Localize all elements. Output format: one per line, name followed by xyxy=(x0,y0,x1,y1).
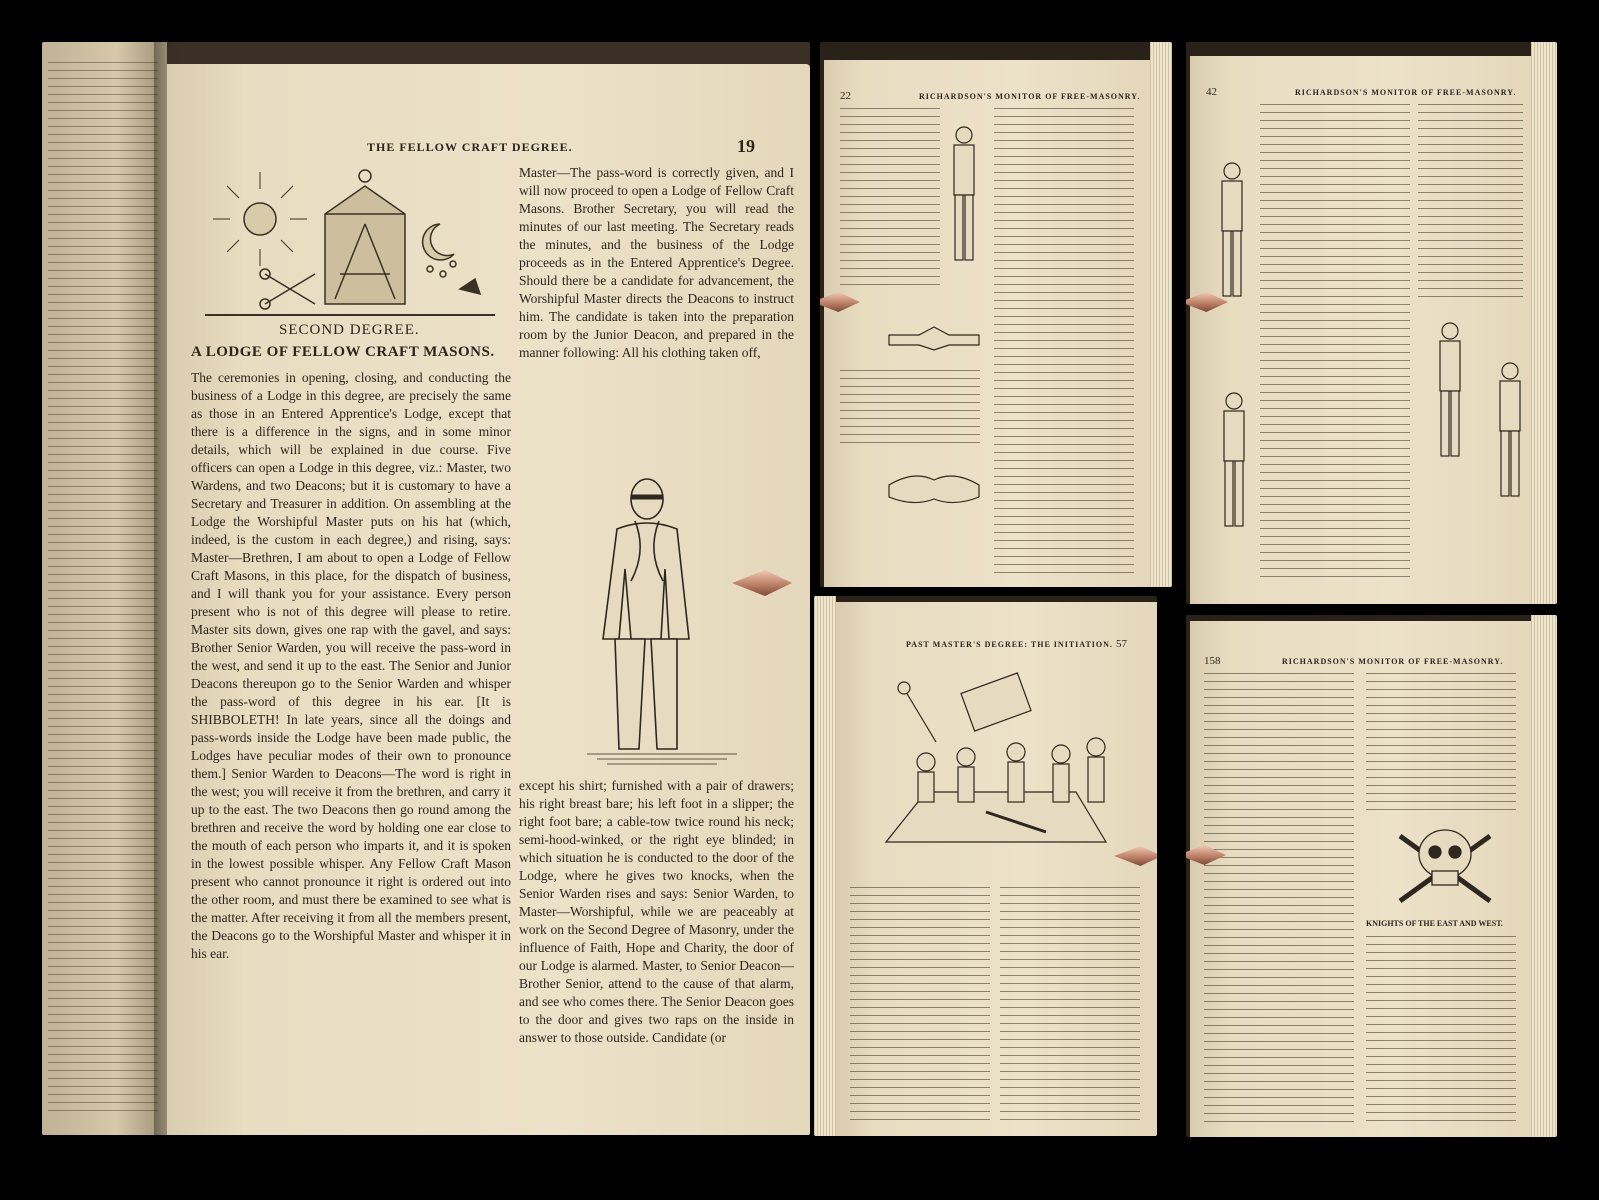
right-column-bottom-text: except his shirt; furnished with a pair of drawers; his right breast bare; his left foot in a slipper; the right foot bare; a cable-tow twice round his neck; semi-hood-winked, or the right eye blinded; in which situation he is conducted to the door of the Lodge, where he gives two knocks, when the Senior Warden rises and says: Senior Warden, to Master—Worshipful, while we are peaceably at work on the Second Degree of Masonry, under the influence of Faith, Hope and Charity, the door of our Lodge is alarmed. Master, to Senior Deacon—Brother Senior, attend to the cause of that alarm, and see who comes there. The Senior Deacon goes to the door and gives two raps on the inside in answer to those outside. Candidate (or xyxy=(519,778,794,1045)
handshake-engraving-1 xyxy=(884,310,984,360)
bottom-middle-page xyxy=(836,602,1157,1136)
top-middle-text-mid xyxy=(840,370,980,450)
bottom-middle-page-header: PAST MASTER'S DEGREE: THE INITIATION. xyxy=(906,640,1113,649)
candidate-engraving xyxy=(547,469,757,769)
top-right-page-edge xyxy=(1531,42,1557,604)
top-middle-page-header: RICHARDSON'S MONITOR OF FREE-MASONRY. xyxy=(919,92,1141,101)
page-number: 19 xyxy=(737,136,755,156)
top-middle-page-edge xyxy=(1150,42,1172,587)
page-header: THE FELLOW CRAFT DEGREE. xyxy=(367,140,573,154)
initiation-scene-engraving xyxy=(876,662,1126,877)
top-middle-page-number: 22 xyxy=(840,90,851,102)
bottom-middle-text-left xyxy=(850,887,990,1127)
top-middle-page xyxy=(824,60,1150,587)
top-right-book-photo xyxy=(1186,42,1557,604)
bottom-right-text-col1 xyxy=(1204,673,1354,1128)
top-right-page xyxy=(1190,56,1531,604)
section-title: A LODGE OF FELLOW CRAFT MASONS. xyxy=(191,344,495,360)
bottom-middle-page-edge xyxy=(814,596,836,1136)
top-middle-book-photo xyxy=(820,42,1172,587)
figure-engraving xyxy=(944,120,984,270)
bottom-right-text-col2-bottom xyxy=(1366,936,1516,1128)
bottom-right-caption: KNIGHTS OF THE EAST AND WEST. xyxy=(1366,919,1503,928)
bottom-middle-text-right xyxy=(1000,887,1140,1127)
top-right-text-col2 xyxy=(1418,104,1523,304)
masonic-emblem-engraving xyxy=(205,164,495,316)
bottom-right-text-col2-top xyxy=(1366,673,1516,813)
top-right-page-header: RICHARDSON'S MONITOR OF FREE-MASONRY. xyxy=(1295,88,1517,97)
figure-engraving xyxy=(1430,316,1470,466)
figure-engraving xyxy=(1214,386,1254,536)
handshake-engraving-2 xyxy=(884,455,984,515)
bottom-right-page-number: 158 xyxy=(1204,655,1221,667)
figure-engraving xyxy=(1212,156,1252,306)
main-book-photo xyxy=(42,42,810,1135)
right-column-top-text: Master—The pass-word is correctly given, and I will now proceed to open a Lodge of Fellow Craft Masons. Brother Secretary, you will read the minutes of our last meeting. The Secretary reads the minutes, and the business of the Lodge proceeds as in the Entered Apprentice's Degree. Should there be a candidate for advancement, the Worshipful Master directs the Deacons to instruct him. The candidate is taken into the preparation room by the Junior Deacon, and prepared in the manner following: All his clothing taken off, xyxy=(519,165,794,360)
top-middle-text-right xyxy=(994,108,1134,578)
top-right-page-number: 42 xyxy=(1206,86,1217,98)
degree-caption: SECOND DEGREE. xyxy=(279,322,420,338)
bottom-right-book-photo xyxy=(1186,615,1557,1137)
bottom-middle-book-photo xyxy=(814,596,1157,1136)
top-right-text-col1 xyxy=(1260,104,1410,584)
main-page xyxy=(167,64,810,1135)
bottom-right-page xyxy=(1190,621,1531,1137)
skull-crossbones-engraving xyxy=(1390,816,1500,911)
left-column-text: The ceremonies in opening, closing, and conducting the business of a Lodge in this degree, are precisely the same as those in an Entered Apprentice's Lodge, except that there is a difference in the signs, and in some minor details, which will be explained in due course. Five officers can open a Lodge in this degree, viz.: Master, two Wardens, and two Deacons; but it is customary to have a Secretary and Treasurer in addition. On assembling at the Lodge the Worshipful Master puts on his hat (which, indeed, is the custom in each degree,) and rising, says: Master—Brethren, I am about to open a Lodge of Fellow Craft Masons, in this place, for the dispatch of business, and I will thank you for your assistance. Every person present who is not of this degree will please to retire. Master sits down, gives one rap with the gavel, and says: Brother Senior Warden, you will receive the pass-word in the west, and send it up to the east. The Senior and Junior Deacons thereupon go to the Senior Warden and whisper the pass-word of this degree in his ear. [It is SHIBBOLETH! In late years, since all the doings and pass-words inside the Lodge have been made public, the Lodges have peculiar modes of their own to pronounce them.] Senior Warden to Deacons—The word is right in the west; you will receive it from the brethren, and carry it up to the east. The two Deacons then go round among the brethren and receive the word by holding one ear close to the mouth of each person who imparts it, and it is spoken in the lowest possible whisper. Any Fellow Craft Mason present who cannot pronounce it right is ordered out into the other room, and must there be examined to see what is the matter. After receiving it from all the members present, the Deacons go to the Worshipful Master and whisper it in his ear. xyxy=(191,370,511,961)
figure-engraving xyxy=(1490,356,1530,506)
left-facing-page xyxy=(42,42,167,1135)
left-page-text-lines xyxy=(48,62,158,1112)
bottom-right-page-header: RICHARDSON'S MONITOR OF FREE-MASONRY. xyxy=(1282,657,1504,666)
bottom-right-page-edge xyxy=(1531,615,1557,1137)
bottom-middle-page-number: 57 xyxy=(1116,638,1127,650)
top-middle-text-left xyxy=(840,108,940,288)
